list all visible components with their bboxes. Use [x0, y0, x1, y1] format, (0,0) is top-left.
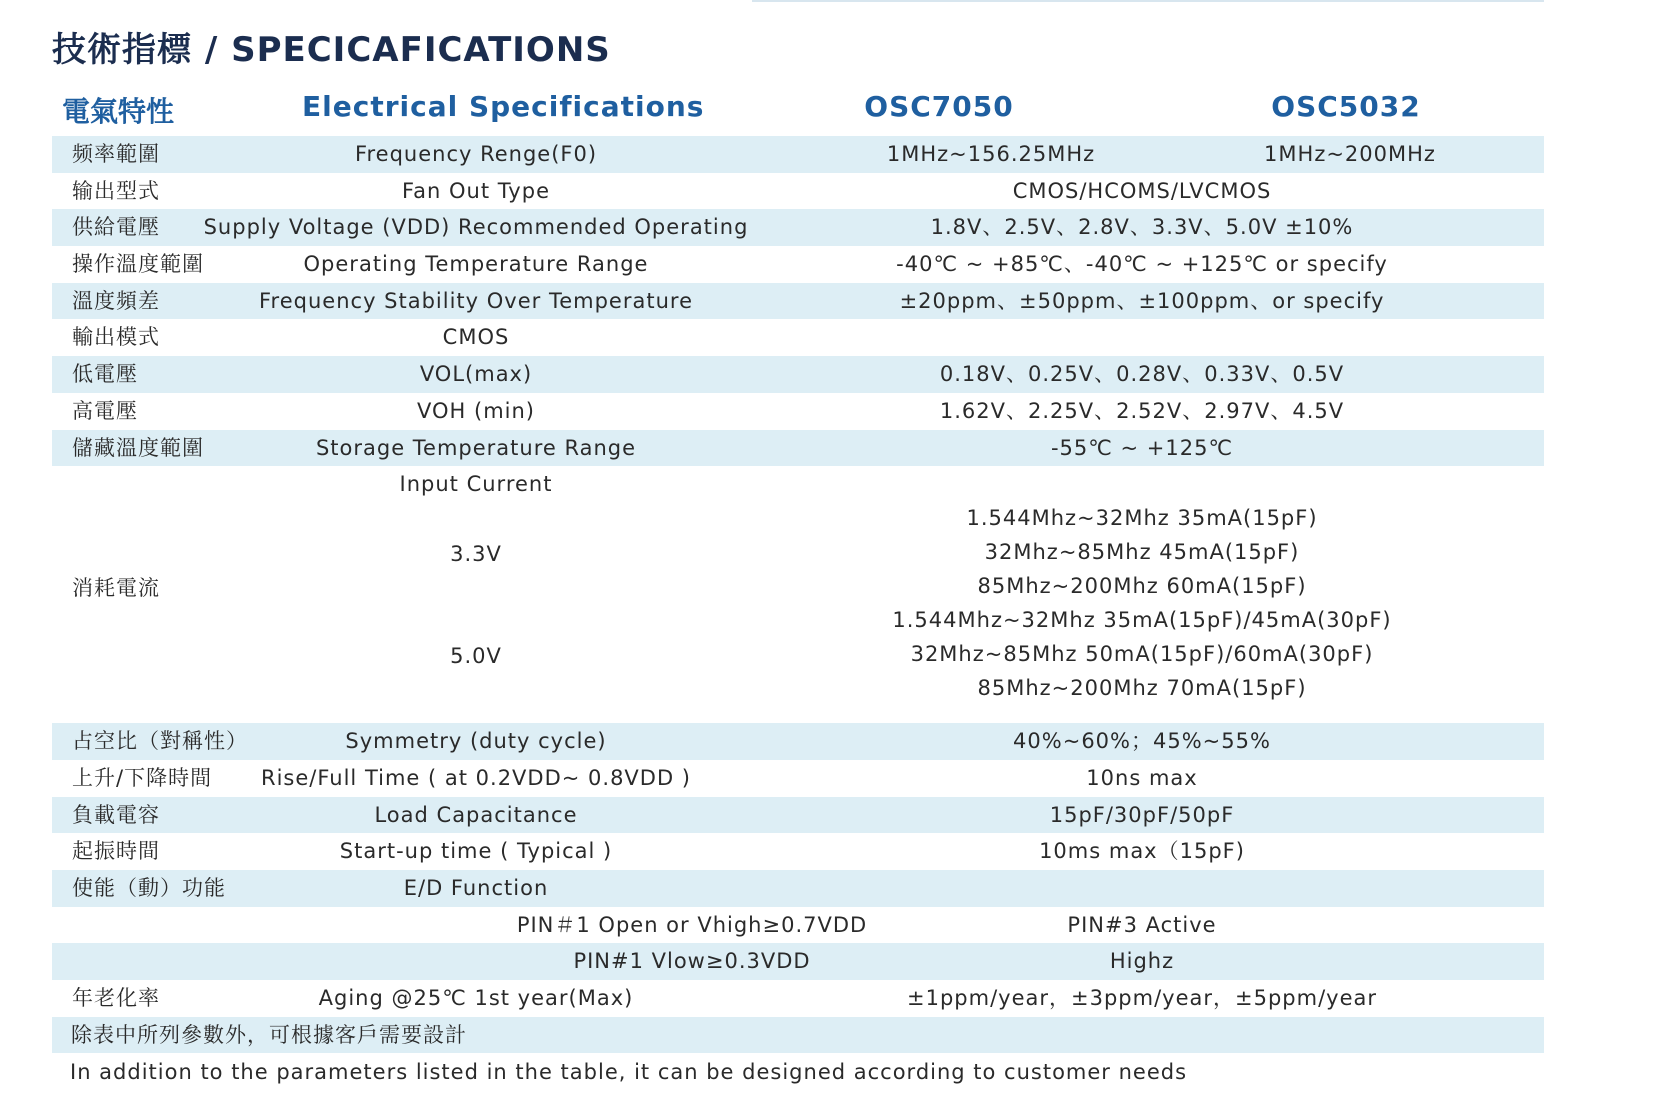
- spec-table: [52, 136, 1544, 1090]
- row-label-en: Rise/Full Time ( at 0.2VDD~ 0.8VDD ): [260, 765, 692, 790]
- table-row: [52, 870, 1544, 907]
- row-label-en: Fan Out Type: [402, 178, 550, 203]
- row-value: 40%~60%；45%~55%: [1013, 729, 1271, 754]
- row-label-zh: 频率範圍: [72, 142, 160, 166]
- row-value-osc7050: 1MHz~156.25MHz: [886, 142, 1096, 166]
- row-value: -40℃ ~ +85℃、-40℃ ~ +125℃ or specify: [896, 252, 1388, 277]
- table-row: [52, 173, 1544, 210]
- table-row: [52, 797, 1544, 834]
- row-label-zh: 高電壓: [72, 398, 138, 423]
- row-label-en: Aging @25℃ 1st year(Max): [318, 986, 634, 1010]
- pin-condition: PIN＃1 Open or Vhigh≥0.7VDD: [516, 912, 868, 937]
- row-label-zh: 使能（動）功能: [72, 875, 226, 900]
- header-model-osc5032: OSC5032: [1271, 90, 1421, 123]
- row-label-zh: 年老化率: [72, 986, 160, 1010]
- voltage-5v0-label: 5.0V: [450, 644, 502, 669]
- row-value-osc5032: 1MHz~200MHz: [1264, 142, 1436, 166]
- row-value: 1.8V、2.5V、2.8V、3.3V、5.0V ±10%: [930, 215, 1354, 240]
- row-label-en: Operating Temperature Range: [303, 252, 649, 277]
- input-current-label: Input Current: [399, 472, 553, 497]
- row-label-zh: 輸出模式: [72, 325, 160, 350]
- row-label-en: Supply Voltage (VDD) Recommended Operating: [203, 215, 749, 240]
- table-row: [52, 760, 1544, 797]
- row-value: 1.62V、2.25V、2.52V、2.97V、4.5V: [939, 398, 1345, 423]
- table-row: [52, 209, 1544, 246]
- row-label-zh: 占空比（對稱性）: [72, 729, 248, 754]
- footnote-zh: 除表中所列參數外，可根據客戶需要設計: [71, 1022, 467, 1047]
- row-value: ±1ppm/year，±3ppm/year，±5ppm/year: [907, 986, 1377, 1010]
- table-row: [52, 723, 1544, 760]
- row-label-zh: 操作溫度範圍: [72, 252, 204, 277]
- row-label-zh: 負載電容: [72, 802, 160, 827]
- footnote-zh-row: [52, 1017, 1544, 1054]
- top-divider: [752, 0, 1544, 2]
- input-current-block: [52, 466, 1544, 723]
- page-title: 技術指標 / SPECICAFICATIONS: [52, 30, 611, 70]
- table-row: [52, 283, 1544, 320]
- current-3v3-line: 1.544Mhz~32Mhz 35mA(15pF): [966, 506, 1318, 531]
- pin-state: Highz: [1109, 949, 1175, 974]
- row-value: 10ns max: [1086, 765, 1198, 790]
- table-row: [52, 246, 1544, 283]
- row-value: ±20ppm、±50ppm、±100ppm、or specify: [899, 288, 1385, 313]
- row-label-en: E/D Function: [403, 875, 549, 900]
- row-label-zh: 上升/下降時間: [72, 765, 213, 790]
- row-label-en: Start-up time ( Typical ): [339, 839, 613, 864]
- row-label-en: Load Capacitance: [374, 802, 578, 827]
- row-label-en: VOH (min): [417, 398, 535, 423]
- header-model-osc7050: OSC7050: [864, 90, 1014, 123]
- row-label-en: VOL(max): [419, 362, 533, 387]
- row-label-zh: 低電壓: [72, 362, 138, 387]
- table-row: [52, 943, 1544, 980]
- current-5v0-line: 85Mhz~200Mhz 70mA(15pF): [977, 676, 1307, 701]
- row-label-en: Storage Temperature Range: [315, 435, 637, 460]
- table-row: [52, 393, 1544, 430]
- voltage-3v3-label: 3.3V: [450, 542, 502, 567]
- header-zh: 電氣特性: [62, 95, 175, 128]
- current-3v3-line: 85Mhz~200Mhz 60mA(15pF): [977, 574, 1307, 599]
- row-label-en: Symmetry (duty cycle): [345, 729, 607, 754]
- table-row: [52, 907, 1544, 944]
- row-label-zh: 供給電壓: [72, 215, 160, 240]
- current-5v0-line: 32Mhz~85Mhz 50mA(15pF)/60mA(30pF): [910, 642, 1374, 667]
- table-row: [52, 430, 1544, 467]
- input-current-label-zh: 消耗電流: [72, 576, 160, 601]
- current-5v0-line: 1.544Mhz~32Mhz 35mA(15pF)/45mA(30pF): [892, 608, 1392, 633]
- table-row: [52, 356, 1544, 393]
- row-value: -55℃ ~ +125℃: [1050, 435, 1234, 460]
- row-label-en: CMOS: [442, 325, 510, 350]
- row-label-en: Frequency Stability Over Temperature: [259, 288, 693, 313]
- row-value: CMOS/HCOMS/LVCMOS: [1012, 178, 1272, 203]
- current-3v3-line: 32Mhz~85Mhz 45mA(15pF): [984, 540, 1300, 565]
- row-value: 15pF/30pF/50pF: [1049, 802, 1235, 827]
- footnote-en-row: [52, 1053, 1544, 1090]
- header-en: Electrical Specifications: [302, 90, 705, 123]
- row-label-en: Frequency Renge(F0): [354, 142, 598, 166]
- row-label-zh: 溫度頻差: [72, 288, 160, 313]
- pin-condition: PIN#1 Vlow≥0.3VDD: [573, 949, 811, 974]
- row-value: 10ms max（15pF): [1039, 839, 1245, 864]
- table-row: [52, 833, 1544, 870]
- row-label-zh: 儲藏溫度範圍: [72, 435, 204, 460]
- row-label-zh: 起振時間: [72, 839, 160, 864]
- row-label-zh: 输出型式: [72, 178, 160, 203]
- table-header: [52, 90, 1544, 134]
- table-row: [52, 136, 1544, 173]
- pin-state: PIN#3 Active: [1067, 912, 1217, 937]
- footnote-en: In addition to the parameters listed in the table, it can be designed according to customer needs: [70, 1060, 1188, 1085]
- table-row: [52, 319, 1544, 356]
- table-row: [52, 980, 1544, 1017]
- row-value: 0.18V、0.25V、0.28V、0.33V、0.5V: [939, 362, 1345, 387]
